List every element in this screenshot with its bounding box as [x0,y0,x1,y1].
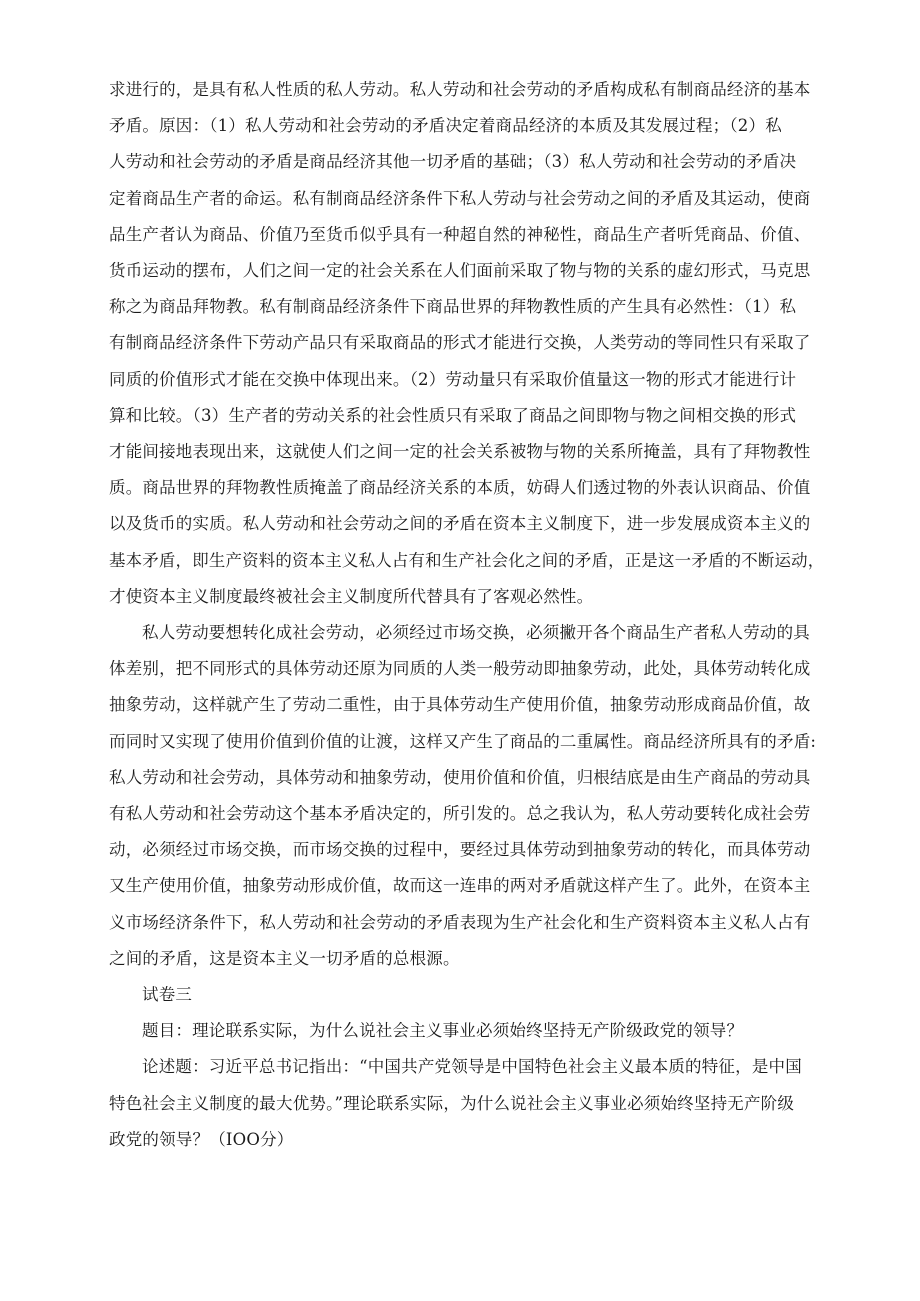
text-line: 定着商品生产者的命运。私有制商品经济条件下私人劳动与社会劳动之间的矛盾及其运动，使商 [109,188,811,208]
paragraph-continuation [109,72,825,615]
text-line: 才使资本主义制度最终被社会主义制度所代替具有了客观必然性。 [109,586,594,606]
text-line: 称之为商品拜物教。私有制商品经济条件下商品世界的拜物教性质的产生具有必然性：（1）私 [109,297,797,317]
section-heading [109,977,825,1013]
text-line: 人劳动和社会劳动的矛盾是商品经济其他一切矛盾的基础；（3）私人劳动和社会劳动的矛盾决 [109,152,797,172]
text-line: 有制商品经济条件下劳动产品只有采取商品的形式才能进行交换，人类劳动的等同性只有采取了 [109,333,811,353]
text-line: 才能间接地表现出来，这就使人们之间一定的社会关系被物与物的关系所掩盖，具有了拜物教性 [109,442,811,462]
text-line: 政党的领导？（IOO分） [109,1129,294,1149]
text-line: 体差别，把不同形式的具体劳动还原为同质的人类一般劳动即抽象劳动，此处，具体劳动转化成 [109,659,811,679]
text-line: 论述题：习近平总书记指出：“中国共产党领导是中国特色社会主义最本质的特征，是中国 [142,1057,802,1077]
text-line: 基本矛盾，即生产资料的资本主义私人占有和生产社会化之间的矛盾，正是这一矛盾的不断运动， [109,550,825,570]
text-line: 货币运动的摆布，人们之间一定的社会关系在人们面前采取了物与物的关系的虚幻形式，马克思 [109,261,811,281]
text-line: 品生产者认为商品、价值乃至货币似乎具有一种超自然的神秘性，商品生产者听凭商品、价值、 [109,224,811,244]
text-line: 同质的价值形式才能在交换中体现出来。（2）劳动量只有采取价值量这一物的形式才能进行计 [109,369,797,389]
text-line: 私人劳动和社会劳动，具体劳动和抽象劳动，使用价值和价值，归根结底是由生产商品的劳动具 [109,767,811,787]
text-line: 特色社会主义制度的最大优势。”理论联系实际，为什么说社会主义事业必须始终坚持无产阶级 [109,1093,795,1113]
text-line: 求进行的，是具有私人性质的私人劳动。私人劳动和社会劳动的矛盾构成私有制商品经济的基本 [109,80,811,99]
text-line: 私人劳动要想转化成社会劳动，必须经过市场交换，必须撇开各个商品生产者私人劳动的具 [142,623,810,643]
essay-prompt-paragraph [109,1049,825,1158]
text-line: 矛盾。原因：（1）私人劳动和社会劳动的矛盾决定着商品经济的本质及其发展过程；（2）私 [109,116,782,136]
text-line: 又生产使用价值，抽象劳动形成价值，故而这一连串的两对矛盾就这样产生了。此外，在资本主 [109,876,811,896]
text-line: 义市场经济条件下，私人劳动和社会劳动的矛盾表现为生产社会化和生产资料资本主义私人占有 [109,912,811,932]
text-line: 以及货币的实质。私人劳动和社会劳动之间的矛盾在资本主义制度下，进一步发展成资本主义的 [109,514,811,534]
text-line: 动，必须经过市场交换，而市场交换的过程中，要经过具体劳动到抽象劳动的转化，而具体劳动 [109,840,811,860]
text-line: 之间的矛盾，这是资本主义一切矛盾的总根源。 [109,948,460,968]
text-line: 抽象劳动，这样就产生了劳动二重性，由于具体劳动生产使用价值，抽象劳动形成商品价值，故 [109,695,811,715]
text-line: 有私人劳动和社会劳动这个基本矛盾决定的，所引发的。总之我认为，私人劳动要转化成社会劳 [109,804,811,824]
question-paragraph [109,1013,825,1049]
text-line: 而同时又实现了使用价值到价值的让渡，这样又产生了商品的二重属性。商品经济所具有的矛盾: [109,731,817,751]
question-text: 题目：理论联系实际，为什么说社会主义事业必须始终坚持无产阶级政党的领导？ [142,1021,744,1041]
document-body [109,72,825,1158]
section-title: 试卷三 [142,985,193,1005]
text-line: 质。商品世界的拜物教性质掩盖了商品经济关系的本质，妨碍人们透过物的外表认识商品、价值 [109,478,811,498]
text-line: 算和比较。（3）生产者的劳动关系的社会性质只有采取了商品之间即物与物之间相交换的形式 [109,405,797,425]
paragraph-labor-conversion [109,615,825,977]
